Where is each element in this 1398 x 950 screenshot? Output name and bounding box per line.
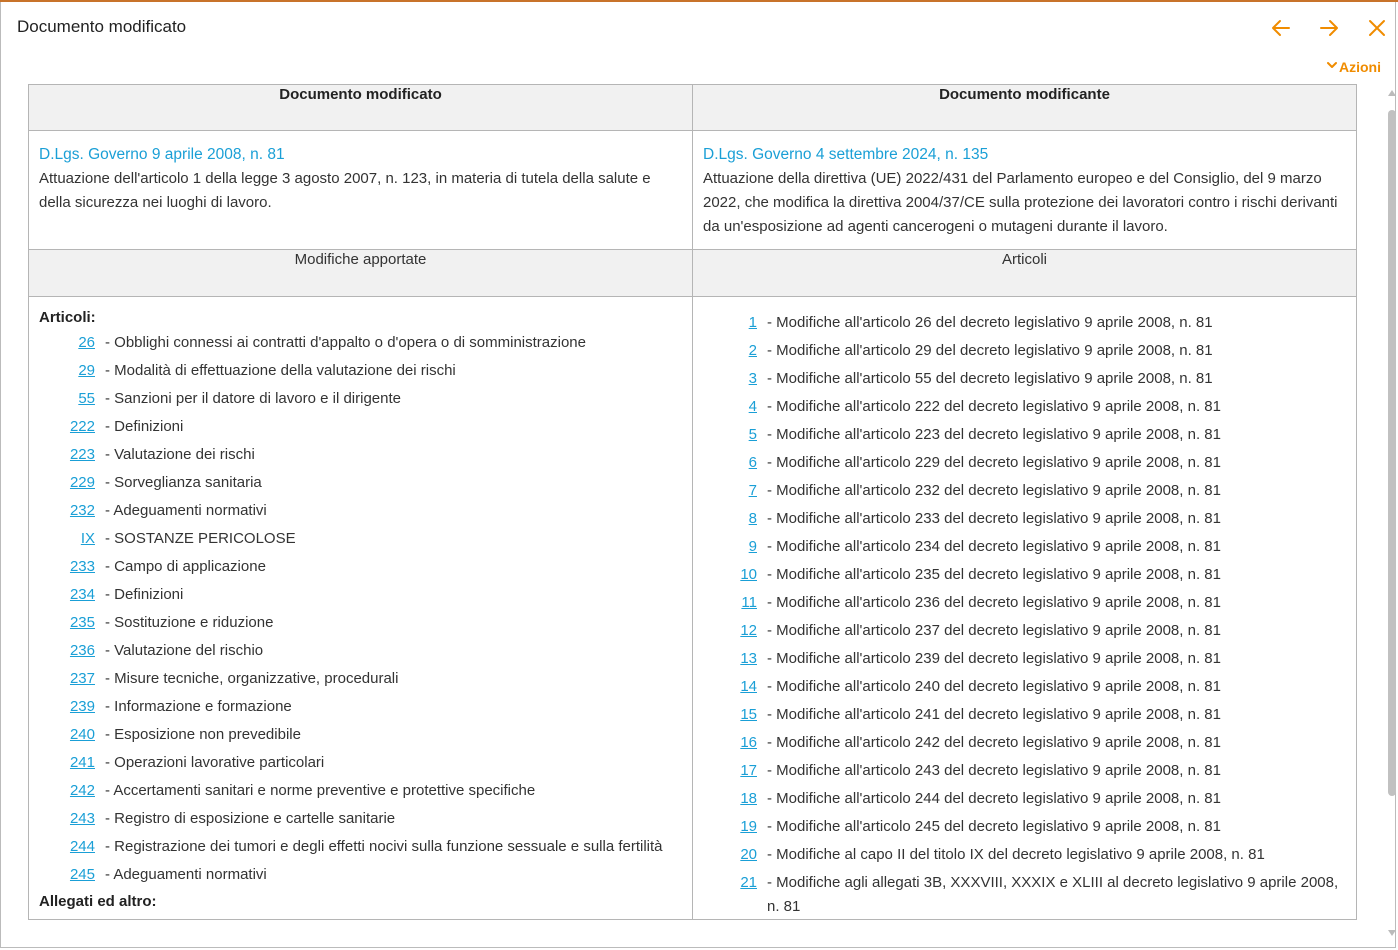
header-modified-doc: Documento modificato [29,85,693,131]
chevron-down-icon [1327,61,1337,72]
modifying-article-description: - Modifiche all'articolo 245 del decreto legislativo 9 aprile 2008, n. 81 [767,818,1221,835]
modifying-article-row [703,365,1346,393]
changed-article-row [39,609,682,637]
changed-article-row [39,525,682,553]
modifying-article-number-link[interactable]: 1 [748,314,757,331]
modifying-article-number-link[interactable]: 8 [748,510,757,527]
changed-article-description: - Definizioni [105,418,184,435]
changed-article-number-link[interactable]: 26 [78,334,95,351]
changed-article-number-link[interactable]: 234 [69,586,95,603]
scroll-up-arrow-icon[interactable] [1388,90,1396,96]
modifying-article-description: - Modifiche all'articolo 237 del decreto legislativo 9 aprile 2008, n. 81 [767,622,1221,639]
modifying-articles-list [703,309,1346,919]
changed-article-number-link[interactable]: 241 [69,754,95,771]
changed-article-number-link[interactable]: 244 [69,838,95,855]
modifying-article-row [703,813,1346,841]
changed-article-row [39,357,682,385]
actions-label: Azioni [1339,59,1381,75]
modifying-article-number-link[interactable]: 13 [740,650,757,667]
modifying-article-description: - Modifiche al capo II del titolo IX del decreto legislativo 9 aprile 2008, n. 81 [767,846,1265,863]
modifying-article-row [703,757,1346,785]
modifying-article-description: - Modifiche all'articolo 241 del decreto legislativo 9 aprile 2008, n. 81 [767,706,1221,723]
changed-article-row [39,329,682,357]
modifying-article-description: - Modifiche all'articolo 243 del decreto legislativo 9 aprile 2008, n. 81 [767,762,1221,779]
changed-article-description: - Valutazione dei rischi [105,446,255,463]
modifying-article-row [703,617,1346,645]
modified-doc-cell [29,131,693,250]
modifying-article-row [703,589,1346,617]
modifying-article-number-link[interactable]: 12 [740,622,757,639]
modifying-doc-cell [693,131,1357,250]
changed-article-description: - Accertamenti sanitari e norme preventive e protettive specifiche [105,782,536,799]
changed-article-number-link[interactable]: 235 [69,614,95,631]
comparison-table [28,84,1357,920]
modifying-article-row [703,449,1346,477]
modifying-article-description: - Modifiche all'articolo 229 del decreto legislativo 9 aprile 2008, n. 81 [767,454,1221,471]
changed-article-number-link[interactable]: 240 [69,726,95,743]
modifying-article-row [703,309,1346,337]
changed-article-row [39,385,682,413]
subheader-articles: Articoli [693,250,1357,297]
modified-doc-title: Attuazione dell'articolo 1 della legge 3 agosto 2007, n. 123, in materia di tutela della salute e della sicurezza nei luoghi di lavoro. [39,170,651,211]
subheader-changes: Modifiche apportate [29,250,693,297]
changed-article-description: - Adeguamenti normativi [105,502,267,519]
changed-article-description: - SOSTANZE PERICOLOSE [105,530,296,547]
modifying-article-description: - Modifiche all'articolo 222 del decreto legislativo 9 aprile 2008, n. 81 [767,398,1221,415]
changed-article-description: - Valutazione del rischio [105,642,264,659]
changed-article-row [39,749,682,777]
modifying-article-description: - Modifiche all'articolo 244 del decreto legislativo 9 aprile 2008, n. 81 [767,790,1221,807]
modifying-article-row [703,785,1346,813]
changed-article-row [39,721,682,749]
changed-article-row [39,637,682,665]
modifying-article-row [703,645,1346,673]
modifying-article-row [703,533,1346,561]
modifying-article-row [703,841,1346,869]
header-modifying-doc: Documento modificante [693,85,1357,131]
changed-article-number-link[interactable]: 223 [69,446,95,463]
modifying-article-number-link[interactable]: 6 [748,454,757,471]
modifying-article-number-link[interactable]: 15 [740,706,757,723]
modifying-article-row [703,673,1346,701]
modifying-article-description: - Modifiche all'articolo 235 del decreto legislativo 9 aprile 2008, n. 81 [767,566,1221,583]
modifying-article-description: - Modifiche all'articolo 55 del decreto legislativo 9 aprile 2008, n. 81 [767,370,1213,387]
changed-article-number-link[interactable]: 245 [69,866,95,883]
changed-article-description: - Misure tecniche, organizzative, procedurali [105,670,399,687]
changed-article-description: - Registro di esposizione e cartelle sanitarie [105,810,396,827]
changed-article-number-link[interactable]: 229 [69,474,95,491]
modifying-article-description: - Modifiche all'articolo 242 del decreto legislativo 9 aprile 2008, n. 81 [767,734,1221,751]
changed-article-row [39,693,682,721]
modifying-article-number-link[interactable]: 2 [748,342,757,359]
annexes-heading: Allegati ed altro: [39,893,157,910]
modifying-article-row [703,421,1346,449]
comparison-content [28,84,1359,938]
modifying-article-description: - Modifiche all'articolo 239 del decreto legislativo 9 aprile 2008, n. 81 [767,650,1221,667]
changed-article-description: - Modalità di effettuazione della valutazione dei rischi [105,362,456,379]
modifying-article-number-link[interactable]: 19 [740,818,757,835]
modifying-article-description: - Modifiche all'articolo 234 del decreto legislativo 9 aprile 2008, n. 81 [767,538,1221,555]
changed-article-row [39,777,682,805]
changed-article-description: - Sanzioni per il datore di lavoro e il dirigente [105,390,401,407]
modifying-article-number-link[interactable]: 17 [740,762,757,779]
changed-article-row [39,581,682,609]
modifying-article-number-link[interactable]: 11 [741,594,757,611]
changed-article-row [39,665,682,693]
modifying-article-row [703,729,1346,757]
modifying-article-row [703,337,1346,365]
modifying-article-number-link[interactable]: 16 [740,734,757,751]
changed-article-number-link[interactable]: 233 [69,558,95,575]
modifying-article-number-link[interactable]: 10 [740,566,757,583]
changed-article-row [39,833,682,861]
changed-article-number-link[interactable]: 243 [69,810,95,827]
changed-article-description: - Definizioni [105,586,184,603]
modifying-article-row [703,393,1346,421]
changed-article-number-link[interactable]: 239 [69,698,95,715]
modifying-article-description: - Modifiche all'articolo 236 del decreto legislativo 9 aprile 2008, n. 81 [767,594,1221,611]
vertical-scrollbar[interactable] [1386,84,1398,940]
changed-article-row [39,413,682,441]
changed-article-description: - Registrazione dei tumori e degli effetti nocivi sulla funzione sessuale e sulla fertilità [105,838,663,855]
changed-article-number-link[interactable]: 29 [78,362,95,379]
modifying-doc-link[interactable]: D.Lgs. Governo 4 settembre 2024, n. 135 [703,146,989,163]
changed-article-number-link[interactable]: IX [80,530,95,547]
modifying-article-row [703,701,1346,729]
changed-article-description: - Campo di applicazione [105,558,266,575]
modifying-article-number-link[interactable]: 20 [740,846,757,863]
articles-heading: Articoli: [39,309,96,326]
modifying-article-description: - Modifiche agli allegati 3B, XXXVIII, XXXIX e XLIII al decreto legislativo 9 aprile 2008, n. 81 [767,874,1339,915]
changed-article-description: - Obblighi connessi ai contratti d'appalto o d'opera o di somministrazione [105,334,586,351]
changed-article-description: - Adeguamenti normativi [105,866,267,883]
changed-article-description: - Sostituzione e riduzione [105,614,274,631]
changed-article-description: - Esposizione non prevedibile [105,726,301,743]
changes-list-cell [29,297,693,920]
modifying-article-row [703,561,1346,589]
articles-list-cell [693,297,1357,920]
modifying-article-number-link[interactable]: 9 [748,538,757,555]
changed-article-description: - Operazioni lavorative particolari [105,754,325,771]
changed-article-row [39,469,682,497]
modifying-article-description: - Modifiche all'articolo 26 del decreto legislativo 9 aprile 2008, n. 81 [767,314,1213,331]
dialog-title: Documento modificato [17,17,187,36]
changed-article-number-link[interactable]: 222 [69,418,95,435]
modifying-article-number-link[interactable]: 4 [748,398,757,415]
actions-menu-button[interactable] [1327,59,1381,75]
modifying-article-description: - Modifiche all'articolo 29 del decreto legislativo 9 aprile 2008, n. 81 [767,342,1213,359]
modifying-article-description: - Modifiche all'articolo 240 del decreto legislativo 9 aprile 2008, n. 81 [767,678,1221,695]
changed-article-description: - Sorveglianza sanitaria [105,474,262,491]
modifying-article-number-link[interactable]: 3 [748,370,757,387]
changed-article-number-link[interactable]: 55 [78,390,95,407]
modifying-article-number-link[interactable]: 5 [748,426,757,443]
changed-article-number-link[interactable]: 236 [69,642,95,659]
changed-article-number-link[interactable]: 237 [69,670,95,687]
changed-articles-list [39,329,682,889]
changed-article-row [39,553,682,581]
modified-doc-link[interactable]: D.Lgs. Governo 9 aprile 2008, n. 81 [39,146,285,163]
changed-article-description: - Informazione e formazione [105,698,292,715]
arrow-right-icon[interactable] [1317,16,1341,40]
modifying-article-number-link[interactable]: 21 [740,874,757,891]
arrow-left-icon[interactable] [1269,16,1293,40]
modifying-doc-title: Attuazione della direttiva (UE) 2022/431 del Parlamento europeo e del Consiglio, del 9 marzo 2022, che modifica la direttiva 2004/37/CE sulla protezione dei lavoratori contro i rischi derivanti da un'esposizione ad agenti cancerogeni o mutageni durante il lavoro. [703,170,1338,235]
modifying-article-row [703,505,1346,533]
changed-article-row [39,805,682,833]
modifying-article-description: - Modifiche all'articolo 232 del decreto legislativo 9 aprile 2008, n. 81 [767,482,1221,499]
scroll-down-arrow-icon[interactable] [1388,930,1396,936]
modifying-article-description: - Modifiche all'articolo 223 del decreto legislativo 9 aprile 2008, n. 81 [767,426,1221,443]
modifying-article-row [703,869,1346,919]
changed-article-row [39,861,682,889]
changed-article-row [39,441,682,469]
close-icon[interactable] [1365,16,1389,40]
scrollbar-thumb[interactable] [1388,110,1396,796]
changed-article-row [39,497,682,525]
modifying-article-number-link[interactable]: 7 [748,482,757,499]
modifying-article-row [703,477,1346,505]
changed-article-number-link[interactable]: 232 [69,502,95,519]
modifying-article-number-link[interactable]: 18 [740,790,757,807]
modifying-article-description: - Modifiche all'articolo 233 del decreto legislativo 9 aprile 2008, n. 81 [767,510,1221,527]
changed-article-number-link[interactable]: 242 [69,782,95,799]
modifying-article-number-link[interactable]: 14 [740,678,757,695]
